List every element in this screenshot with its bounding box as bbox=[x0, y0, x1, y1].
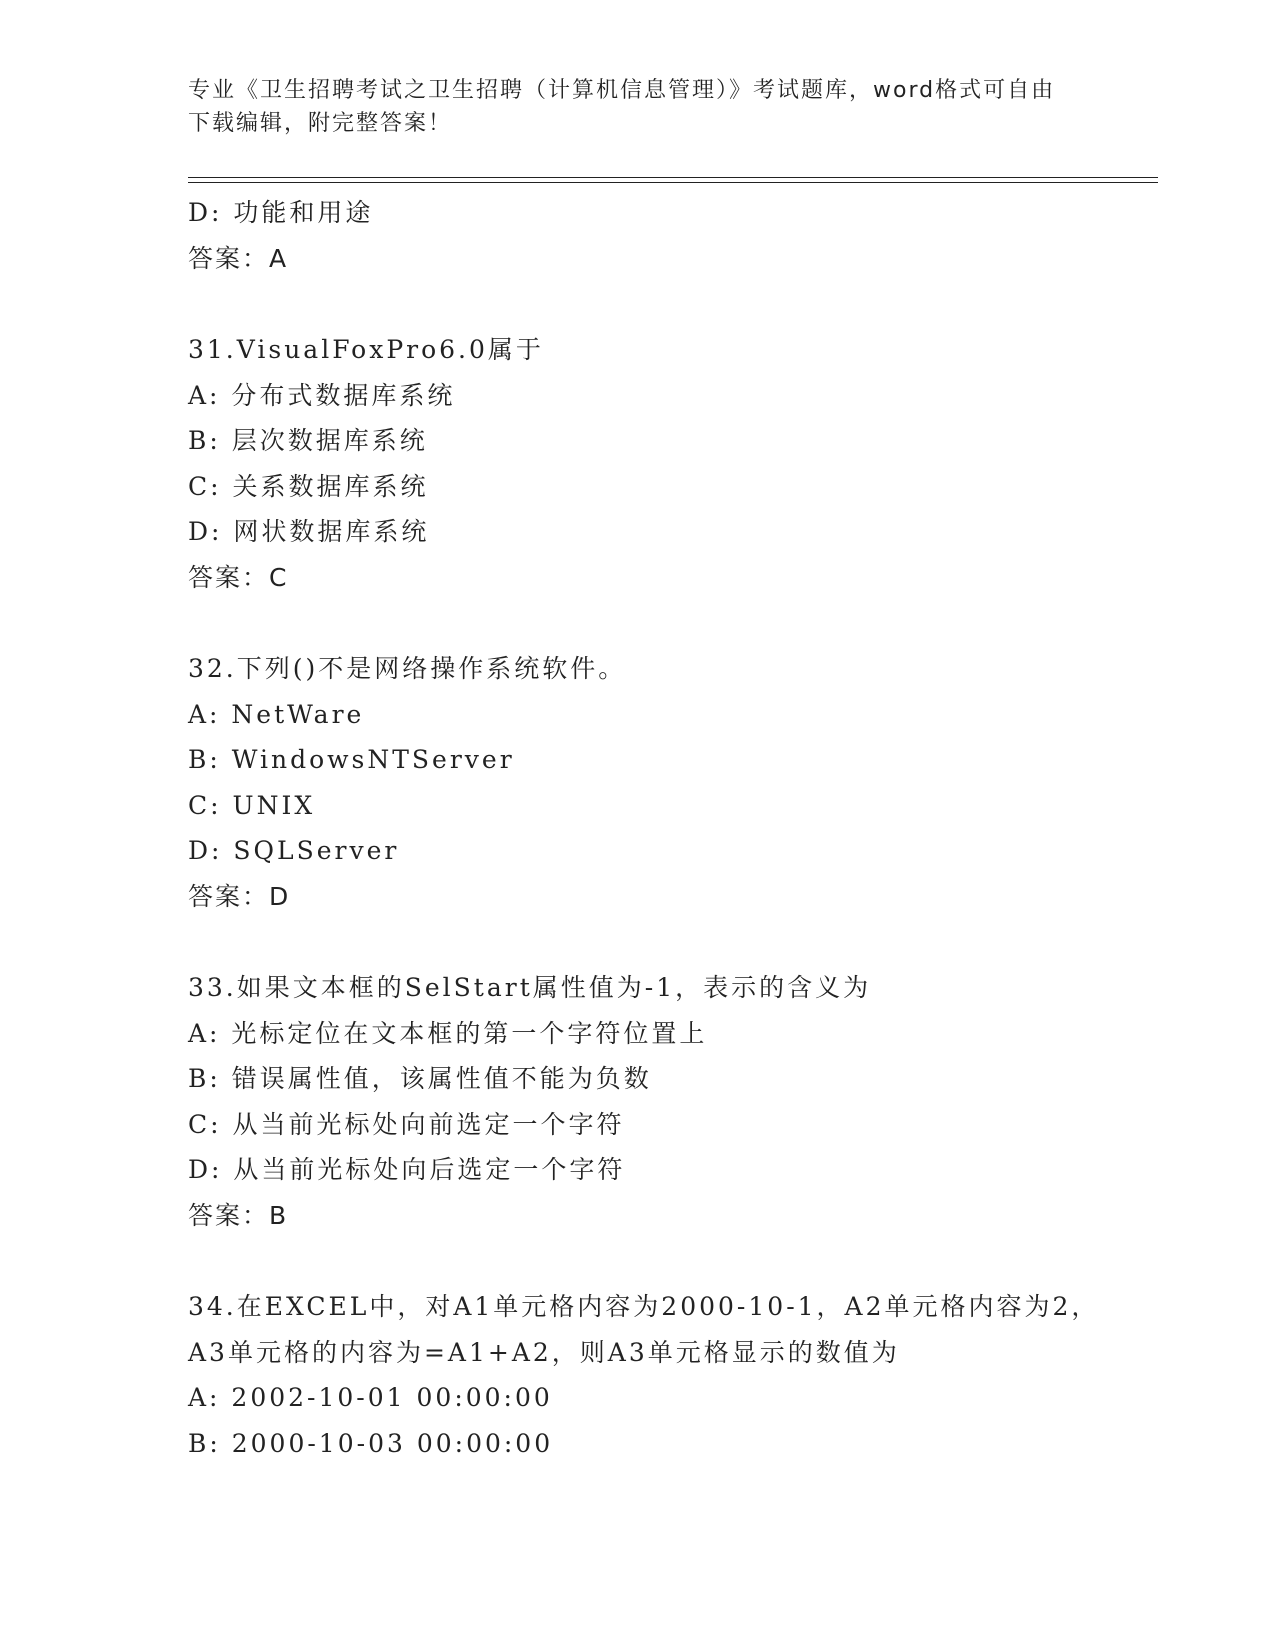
answer: 答案：A bbox=[188, 243, 289, 273]
option-a: A: 光标定位在文本框的第一个字符位置上 bbox=[188, 1018, 708, 1048]
option-d: D: 网状数据库系统 bbox=[188, 517, 430, 546]
answer: 答案：C bbox=[188, 562, 289, 592]
question-31 bbox=[188, 327, 1158, 600]
header-rule-top bbox=[188, 177, 1158, 178]
document-header: 专业《卫生招聘考试之卫生招聘（计算机信息管理）》考试题库，word格式可自由下载编辑，附完整答案！ bbox=[188, 78, 1056, 136]
question-stem: 33.如果文本框的SelStart属性值为-1，表示的含义为 bbox=[188, 973, 872, 1002]
option-c: C: 从当前光标处向前选定一个字符 bbox=[188, 1109, 625, 1139]
option-d: D: 功能和用途 bbox=[188, 198, 374, 227]
option-b: B: 2000-10-03 00:00:00 bbox=[188, 1428, 554, 1458]
question-stem-line-2: A3单元格的内容为=A1+A2，则A3单元格显示的数值为 bbox=[188, 1337, 900, 1367]
option-d: D: SQLServer bbox=[188, 836, 400, 865]
option-b: B: 层次数据库系统 bbox=[188, 426, 428, 455]
spacer bbox=[188, 281, 1158, 327]
option-c: C: UNIX bbox=[188, 790, 316, 820]
answer: 答案：B bbox=[188, 1200, 289, 1230]
answer: 答案：D bbox=[188, 881, 291, 911]
question-stem: 31.VisualFoxPro6.0属于 bbox=[188, 335, 544, 364]
question-33 bbox=[188, 965, 1158, 1238]
option-a: A: 2002-10-01 00:00:00 bbox=[188, 1383, 553, 1412]
option-b: B: 错误属性值，该属性值不能为负数 bbox=[188, 1064, 652, 1093]
option-d: D: 从当前光标处向后选定一个字符 bbox=[188, 1155, 626, 1184]
spacer bbox=[188, 919, 1158, 965]
question-stem-line-1: 34.在EXCEL中，对A1单元格内容为2000-10-1，A2单元格内容为2， bbox=[188, 1292, 1100, 1321]
option-a: A: NetWare bbox=[188, 699, 365, 729]
spacer bbox=[188, 600, 1158, 646]
option-b: B: WindowsNTServer bbox=[188, 745, 515, 774]
question-stem: 32.下列()不是网络操作系统软件。 bbox=[188, 654, 627, 683]
header-rule-bottom bbox=[188, 182, 1158, 183]
question-list bbox=[188, 190, 1158, 1466]
option-a: A: 分布式数据库系统 bbox=[188, 380, 456, 410]
spacer bbox=[188, 1238, 1158, 1284]
option-c: C: 关系数据库系统 bbox=[188, 471, 429, 501]
question-34 bbox=[188, 1284, 1158, 1466]
question-32 bbox=[188, 646, 1158, 919]
